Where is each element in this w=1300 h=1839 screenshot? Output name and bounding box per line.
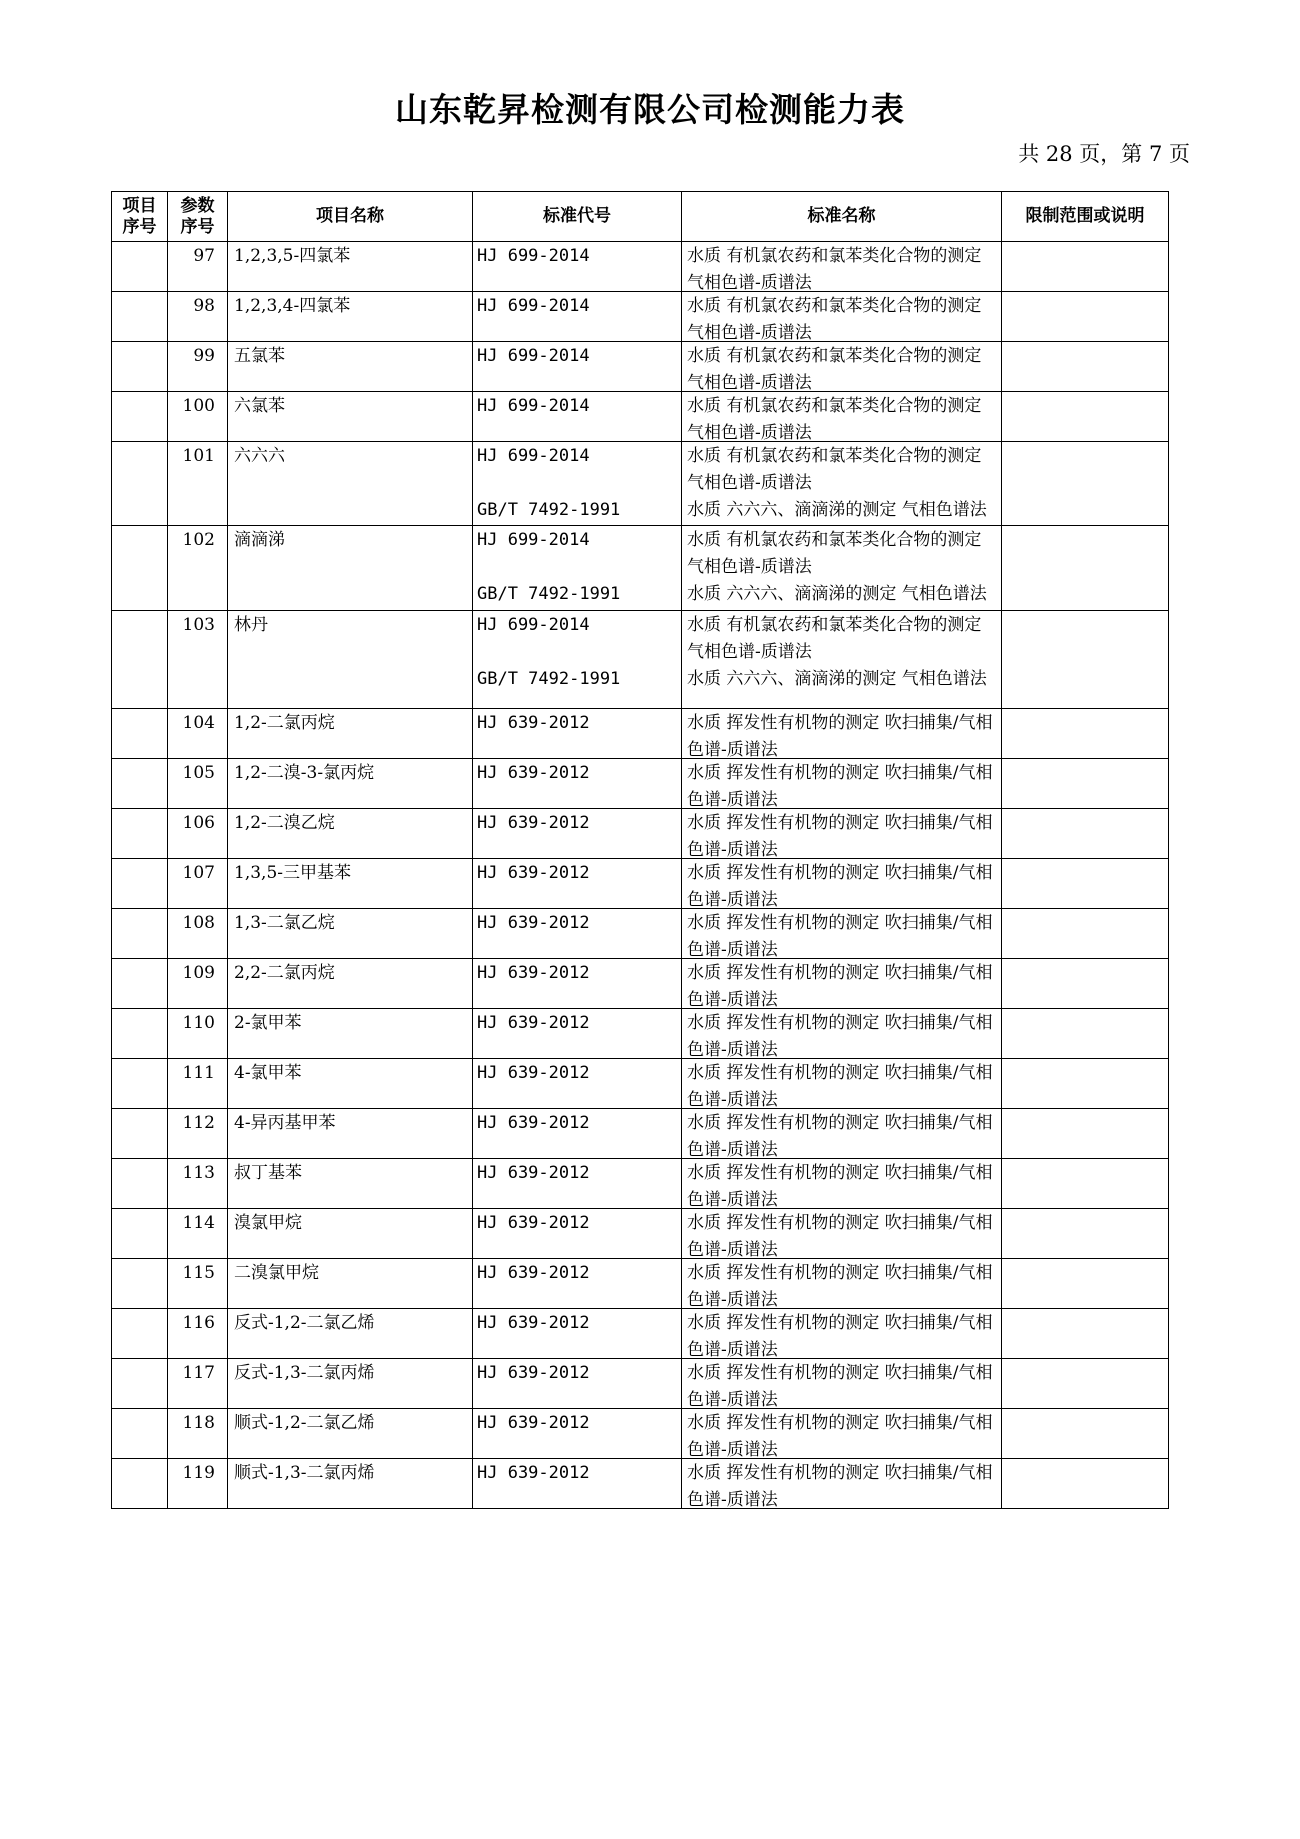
item-name-cell bbox=[228, 959, 473, 1009]
param-no-cell bbox=[168, 1459, 228, 1509]
table-row bbox=[112, 1109, 1169, 1159]
item-no-cell bbox=[112, 1009, 168, 1059]
item-name-cell bbox=[228, 1409, 473, 1459]
standard-code: HJ 639-2012 bbox=[477, 1313, 590, 1333]
item-name-cell bbox=[228, 342, 473, 392]
param-no-cell bbox=[168, 242, 228, 292]
item-name-cell bbox=[228, 1209, 473, 1259]
table-row bbox=[112, 809, 1169, 859]
param-no-cell bbox=[168, 709, 228, 759]
param-no: 112 bbox=[182, 1113, 215, 1133]
limit-cell bbox=[1002, 1309, 1169, 1359]
param-no-cell bbox=[168, 1209, 228, 1259]
col-header-label: 项目名称 bbox=[316, 206, 384, 226]
table-row bbox=[112, 909, 1169, 959]
item-name: 1,2-二溴乙烷 bbox=[234, 813, 335, 833]
param-no-cell bbox=[168, 909, 228, 959]
standard-code-cell bbox=[473, 242, 682, 292]
item-name: 五氯苯 bbox=[234, 346, 285, 366]
item-no-cell bbox=[112, 1359, 168, 1409]
standard-name-cell bbox=[682, 1359, 1002, 1409]
standard-name: 水质 有机氯农药和氯苯类化合物的测定 气相色谱-质谱法 bbox=[687, 615, 982, 662]
standard-code-cell bbox=[473, 759, 682, 809]
limit-cell bbox=[1002, 909, 1169, 959]
document-title: 山东乾昇检测有限公司检测能力表 bbox=[395, 90, 905, 129]
standard-code: HJ 639-2012 bbox=[477, 1413, 590, 1433]
table-row bbox=[112, 1409, 1169, 1459]
limit-cell bbox=[1002, 1209, 1169, 1259]
standard-code-cell bbox=[473, 1159, 682, 1209]
standard-code-cell bbox=[473, 342, 682, 392]
standard-code: HJ 639-2012 bbox=[477, 1063, 590, 1083]
standard-name: 水质 挥发性有机物的测定 吹扫捕集/气相色谱-质谱法 bbox=[687, 1413, 993, 1458]
param-no-cell bbox=[168, 292, 228, 342]
item-name-cell bbox=[228, 392, 473, 442]
standard-code-cell bbox=[473, 1009, 682, 1059]
standard-code: HJ 699-2014 bbox=[477, 246, 590, 266]
item-name: 2,2-二氯丙烷 bbox=[234, 963, 335, 983]
standard-name: 水质 有机氯农药和氯苯类化合物的测定 气相色谱-质谱法 bbox=[687, 296, 982, 341]
param-no: 102 bbox=[182, 530, 215, 550]
limit-cell bbox=[1002, 959, 1169, 1009]
item-name: 反式-1,2-二氯乙烯 bbox=[234, 1313, 375, 1333]
limit-cell bbox=[1002, 1059, 1169, 1109]
limit-cell bbox=[1002, 392, 1169, 442]
item-no-cell bbox=[112, 611, 168, 709]
limit-cell bbox=[1002, 1109, 1169, 1159]
col-header-label: 序号 bbox=[122, 216, 157, 237]
standard-code: GB/T 7492-1991 bbox=[477, 500, 621, 520]
item-name-cell bbox=[228, 292, 473, 342]
limit-cell bbox=[1002, 611, 1169, 709]
standard-name-cell bbox=[682, 1009, 1002, 1059]
standard-code: HJ 699-2014 bbox=[477, 396, 590, 416]
limit-cell bbox=[1002, 1359, 1169, 1409]
item-name: 溴氯甲烷 bbox=[234, 1213, 302, 1233]
param-no-cell bbox=[168, 809, 228, 859]
standard-name: 水质 六六六、滴滴涕的测定 气相色谱法 bbox=[687, 669, 987, 689]
standard-name-cell bbox=[682, 292, 1002, 342]
item-name-cell bbox=[228, 526, 473, 611]
standard-code: GB/T 7492-1991 bbox=[477, 584, 621, 604]
standard-code-cell bbox=[473, 1259, 682, 1309]
standard-code: HJ 699-2014 bbox=[477, 530, 590, 550]
col-header-label: 项目 bbox=[122, 195, 157, 216]
param-no-cell bbox=[168, 959, 228, 1009]
item-name: 1,3,5-三甲基苯 bbox=[234, 863, 351, 883]
standard-name: 水质 挥发性有机物的测定 吹扫捕集/气相色谱-质谱法 bbox=[687, 1063, 993, 1108]
param-no: 100 bbox=[182, 396, 215, 416]
param-no: 111 bbox=[182, 1063, 215, 1083]
param-no-cell bbox=[168, 1309, 228, 1359]
param-no: 104 bbox=[182, 713, 215, 733]
item-no-cell bbox=[112, 1309, 168, 1359]
item-no-cell bbox=[112, 959, 168, 1009]
standard-name-cell bbox=[682, 242, 1002, 292]
param-no-cell bbox=[168, 1059, 228, 1109]
item-no-cell bbox=[112, 292, 168, 342]
table-row bbox=[112, 709, 1169, 759]
standard-name: 水质 挥发性有机物的测定 吹扫捕集/气相色谱-质谱法 bbox=[687, 713, 993, 758]
item-no-cell bbox=[112, 759, 168, 809]
table-row bbox=[112, 342, 1169, 392]
table-row bbox=[112, 292, 1169, 342]
standard-code-cell bbox=[473, 611, 682, 709]
col-header-standard-name bbox=[682, 192, 1002, 242]
standard-name: 水质 挥发性有机物的测定 吹扫捕集/气相色谱-质谱法 bbox=[687, 913, 993, 958]
standard-name: 水质 有机氯农药和氯苯类化合物的测定 气相色谱-质谱法 bbox=[687, 396, 982, 441]
item-no-cell bbox=[112, 342, 168, 392]
param-no-cell bbox=[168, 342, 228, 392]
param-no: 106 bbox=[182, 813, 215, 833]
standard-code-cell bbox=[473, 909, 682, 959]
standard-name: 水质 六六六、滴滴涕的测定 气相色谱法 bbox=[687, 584, 987, 604]
item-name-cell bbox=[228, 1359, 473, 1409]
param-no-cell bbox=[168, 759, 228, 809]
standard-name: 水质 有机氯农药和氯苯类化合物的测定 气相色谱-质谱法 bbox=[687, 446, 982, 493]
param-no-cell bbox=[168, 1109, 228, 1159]
standard-code: HJ 639-2012 bbox=[477, 1213, 590, 1233]
standard-name-cell bbox=[682, 526, 1002, 611]
standard-code: HJ 699-2014 bbox=[477, 615, 590, 635]
col-header-item-no bbox=[112, 192, 168, 242]
standard-name: 水质 挥发性有机物的测定 吹扫捕集/气相色谱-质谱法 bbox=[687, 1313, 993, 1358]
standard-code-cell bbox=[473, 526, 682, 611]
param-no: 116 bbox=[182, 1313, 215, 1333]
standard-name: 水质 挥发性有机物的测定 吹扫捕集/气相色谱-质谱法 bbox=[687, 863, 993, 908]
limit-cell bbox=[1002, 526, 1169, 611]
param-no: 103 bbox=[182, 615, 215, 635]
table-row bbox=[112, 1009, 1169, 1059]
item-no-cell bbox=[112, 1109, 168, 1159]
standard-name-cell bbox=[682, 1109, 1002, 1159]
standard-name-cell bbox=[682, 1059, 1002, 1109]
standard-name-cell bbox=[682, 611, 1002, 709]
standard-name-cell bbox=[682, 809, 1002, 859]
item-name: 1,2,3,4-四氯苯 bbox=[234, 296, 351, 316]
table-row bbox=[112, 859, 1169, 909]
standard-code: HJ 639-2012 bbox=[477, 1013, 590, 1033]
item-name: 滴滴涕 bbox=[234, 530, 285, 550]
param-no: 115 bbox=[182, 1263, 215, 1283]
item-name: 二溴氯甲烷 bbox=[234, 1263, 319, 1283]
standard-name-cell bbox=[682, 859, 1002, 909]
item-name-cell bbox=[228, 442, 473, 526]
table-row bbox=[112, 1309, 1169, 1359]
item-no-cell bbox=[112, 1159, 168, 1209]
standard-name-cell bbox=[682, 709, 1002, 759]
item-name: 2-氯甲苯 bbox=[234, 1013, 302, 1033]
standard-code: HJ 639-2012 bbox=[477, 1263, 590, 1283]
standard-name: 水质 有机氯农药和氯苯类化合物的测定 气相色谱-质谱法 bbox=[687, 246, 982, 291]
col-header-limit bbox=[1002, 192, 1169, 242]
standard-name: 水质 有机氯农药和氯苯类化合物的测定 气相色谱-质谱法 bbox=[687, 346, 982, 391]
param-no: 113 bbox=[182, 1163, 215, 1183]
standard-code: GB/T 7492-1991 bbox=[477, 669, 621, 689]
standard-code-cell bbox=[473, 1309, 682, 1359]
standard-code: HJ 639-2012 bbox=[477, 913, 590, 933]
item-name-cell bbox=[228, 1259, 473, 1309]
table-row bbox=[112, 442, 1169, 526]
item-name: 4-异丙基甲苯 bbox=[234, 1113, 336, 1133]
limit-cell bbox=[1002, 759, 1169, 809]
param-no: 117 bbox=[182, 1363, 215, 1383]
standard-code-cell bbox=[473, 1059, 682, 1109]
standard-name: 水质 挥发性有机物的测定 吹扫捕集/气相色谱-质谱法 bbox=[687, 1263, 993, 1308]
item-name-cell bbox=[228, 709, 473, 759]
standard-name-cell bbox=[682, 442, 1002, 526]
item-name-cell bbox=[228, 1159, 473, 1209]
item-name: 叔丁基苯 bbox=[234, 1163, 302, 1183]
limit-cell bbox=[1002, 709, 1169, 759]
standard-name-cell bbox=[682, 909, 1002, 959]
param-no: 109 bbox=[182, 963, 215, 983]
standard-code-cell bbox=[473, 709, 682, 759]
standard-name: 水质 挥发性有机物的测定 吹扫捕集/气相色谱-质谱法 bbox=[687, 1163, 993, 1208]
table-row bbox=[112, 1359, 1169, 1409]
item-name: 1,2-二溴-3-氯丙烷 bbox=[234, 763, 375, 783]
standard-name-cell bbox=[682, 342, 1002, 392]
item-name-cell bbox=[228, 759, 473, 809]
item-name: 1,3-二氯乙烷 bbox=[234, 913, 335, 933]
standard-code-cell bbox=[473, 1409, 682, 1459]
param-no: 110 bbox=[182, 1013, 215, 1033]
standard-name-cell bbox=[682, 1209, 1002, 1259]
item-no-cell bbox=[112, 242, 168, 292]
col-header-label: 标准名称 bbox=[807, 206, 876, 226]
param-no: 118 bbox=[182, 1413, 215, 1433]
table-row bbox=[112, 959, 1169, 1009]
limit-cell bbox=[1002, 859, 1169, 909]
standard-name-cell bbox=[682, 392, 1002, 442]
param-no: 108 bbox=[182, 913, 215, 933]
standard-code: HJ 639-2012 bbox=[477, 713, 590, 733]
item-no-cell bbox=[112, 526, 168, 611]
standard-name: 水质 挥发性有机物的测定 吹扫捕集/气相色谱-质谱法 bbox=[687, 763, 993, 808]
standard-name: 水质 挥发性有机物的测定 吹扫捕集/气相色谱-质谱法 bbox=[687, 1113, 993, 1158]
item-no-cell bbox=[112, 1209, 168, 1259]
item-name: 林丹 bbox=[234, 615, 268, 635]
item-no-cell bbox=[112, 1409, 168, 1459]
item-name-cell bbox=[228, 1059, 473, 1109]
param-no-cell bbox=[168, 1409, 228, 1459]
limit-cell bbox=[1002, 1459, 1169, 1509]
standard-name: 水质 挥发性有机物的测定 吹扫捕集/气相色谱-质谱法 bbox=[687, 1213, 993, 1258]
param-no: 99 bbox=[193, 346, 215, 366]
col-header-item-name bbox=[228, 192, 473, 242]
limit-cell bbox=[1002, 1009, 1169, 1059]
standard-code-cell bbox=[473, 392, 682, 442]
param-no-cell bbox=[168, 1009, 228, 1059]
param-no: 101 bbox=[182, 446, 215, 466]
limit-cell bbox=[1002, 342, 1169, 392]
standard-name-cell bbox=[682, 1459, 1002, 1509]
standard-name: 水质 有机氯农药和氯苯类化合物的测定 气相色谱-质谱法 bbox=[687, 530, 982, 577]
item-name-cell bbox=[228, 909, 473, 959]
item-no-cell bbox=[112, 392, 168, 442]
standard-name: 水质 挥发性有机物的测定 吹扫捕集/气相色谱-质谱法 bbox=[687, 813, 993, 858]
param-no-cell bbox=[168, 859, 228, 909]
limit-cell bbox=[1002, 809, 1169, 859]
standard-name-cell bbox=[682, 1409, 1002, 1459]
standard-code-cell bbox=[473, 1209, 682, 1259]
standard-code: HJ 639-2012 bbox=[477, 1163, 590, 1183]
limit-cell bbox=[1002, 1159, 1169, 1209]
param-no-cell bbox=[168, 442, 228, 526]
standard-name-cell bbox=[682, 1159, 1002, 1209]
col-header-label: 序号 bbox=[180, 216, 215, 237]
standard-code: HJ 639-2012 bbox=[477, 1463, 590, 1483]
item-name-cell bbox=[228, 1309, 473, 1359]
item-name-cell bbox=[228, 1109, 473, 1159]
standard-name-cell bbox=[682, 959, 1002, 1009]
table-row bbox=[112, 242, 1169, 292]
standard-code: HJ 639-2012 bbox=[477, 1113, 590, 1133]
item-name: 1,2-二氯丙烷 bbox=[234, 713, 335, 733]
standard-name: 水质 六六六、滴滴涕的测定 气相色谱法 bbox=[687, 500, 987, 520]
standard-code: HJ 639-2012 bbox=[477, 863, 590, 883]
standard-code: HJ 639-2012 bbox=[477, 813, 590, 833]
item-name-cell bbox=[228, 611, 473, 709]
param-no: 114 bbox=[182, 1213, 215, 1233]
param-no-cell bbox=[168, 611, 228, 709]
standard-code-cell bbox=[473, 1459, 682, 1509]
standard-code-cell bbox=[473, 292, 682, 342]
item-no-cell bbox=[112, 1259, 168, 1309]
col-header-label: 参数 bbox=[180, 195, 215, 216]
item-name: 反式-1,3-二氯丙烯 bbox=[234, 1363, 375, 1383]
standard-code-cell bbox=[473, 1109, 682, 1159]
standard-name: 水质 挥发性有机物的测定 吹扫捕集/气相色谱-质谱法 bbox=[687, 1463, 993, 1508]
param-no: 107 bbox=[182, 863, 215, 883]
limit-cell bbox=[1002, 242, 1169, 292]
standard-code-cell bbox=[473, 1359, 682, 1409]
param-no: 98 bbox=[193, 296, 215, 316]
standard-name-cell bbox=[682, 759, 1002, 809]
capability-table bbox=[111, 191, 1169, 1509]
item-name-cell bbox=[228, 1009, 473, 1059]
col-header-param-no bbox=[168, 192, 228, 242]
standard-code-cell bbox=[473, 959, 682, 1009]
table-row bbox=[112, 392, 1169, 442]
table-body bbox=[112, 242, 1169, 1509]
limit-cell bbox=[1002, 1409, 1169, 1459]
standard-name: 水质 挥发性有机物的测定 吹扫捕集/气相色谱-质谱法 bbox=[687, 1013, 993, 1058]
item-no-cell bbox=[112, 442, 168, 526]
standard-name-cell bbox=[682, 1309, 1002, 1359]
standard-name: 水质 挥发性有机物的测定 吹扫捕集/气相色谱-质谱法 bbox=[687, 963, 993, 1008]
standard-code-cell bbox=[473, 859, 682, 909]
table-row bbox=[112, 1159, 1169, 1209]
col-header-standard-code bbox=[473, 192, 682, 242]
param-no-cell bbox=[168, 526, 228, 611]
table-row bbox=[112, 1259, 1169, 1309]
table-row bbox=[112, 1459, 1169, 1509]
item-no-cell bbox=[112, 709, 168, 759]
limit-cell bbox=[1002, 1259, 1169, 1309]
standard-code: HJ 639-2012 bbox=[477, 763, 590, 783]
limit-cell bbox=[1002, 292, 1169, 342]
standard-code-cell bbox=[473, 809, 682, 859]
col-header-label: 限制范围或说明 bbox=[1025, 206, 1145, 226]
item-name: 4-氯甲苯 bbox=[234, 1063, 302, 1083]
item-name: 1,2,3,5-四氯苯 bbox=[234, 246, 351, 266]
item-name-cell bbox=[228, 242, 473, 292]
table-row bbox=[112, 1209, 1169, 1259]
col-header-label: 标准代号 bbox=[543, 206, 611, 226]
item-no-cell bbox=[112, 1459, 168, 1509]
item-name-cell bbox=[228, 1459, 473, 1509]
standard-name: 水质 挥发性有机物的测定 吹扫捕集/气相色谱-质谱法 bbox=[687, 1363, 993, 1408]
standard-code: HJ 699-2014 bbox=[477, 296, 590, 316]
item-name: 六氯苯 bbox=[234, 396, 285, 416]
item-name-cell bbox=[228, 859, 473, 909]
table-row bbox=[112, 526, 1169, 611]
param-no: 105 bbox=[182, 763, 215, 783]
item-no-cell bbox=[112, 1059, 168, 1109]
item-name-cell bbox=[228, 809, 473, 859]
standard-code-cell bbox=[473, 442, 682, 526]
param-no: 97 bbox=[193, 246, 215, 266]
param-no-cell bbox=[168, 392, 228, 442]
table-row bbox=[112, 611, 1169, 709]
item-name: 顺式-1,3-二氯丙烯 bbox=[234, 1463, 375, 1483]
table-row bbox=[112, 759, 1169, 809]
standard-code: HJ 639-2012 bbox=[477, 1363, 590, 1383]
item-name: 顺式-1,2-二氯乙烯 bbox=[234, 1413, 375, 1433]
standard-code: HJ 699-2014 bbox=[477, 346, 590, 366]
item-name: 六六六 bbox=[234, 446, 285, 466]
standard-code: HJ 699-2014 bbox=[477, 446, 590, 466]
param-no-cell bbox=[168, 1259, 228, 1309]
table-row bbox=[112, 1059, 1169, 1109]
table-header-row bbox=[112, 192, 1169, 242]
standard-name-cell bbox=[682, 1259, 1002, 1309]
item-no-cell bbox=[112, 809, 168, 859]
param-no: 119 bbox=[182, 1463, 215, 1483]
item-no-cell bbox=[112, 859, 168, 909]
standard-code: HJ 639-2012 bbox=[477, 963, 590, 983]
item-no-cell bbox=[112, 909, 168, 959]
limit-cell bbox=[1002, 442, 1169, 526]
page-indicator: 共 28 页，第 7 页 bbox=[1018, 142, 1190, 166]
param-no-cell bbox=[168, 1359, 228, 1409]
param-no-cell bbox=[168, 1159, 228, 1209]
